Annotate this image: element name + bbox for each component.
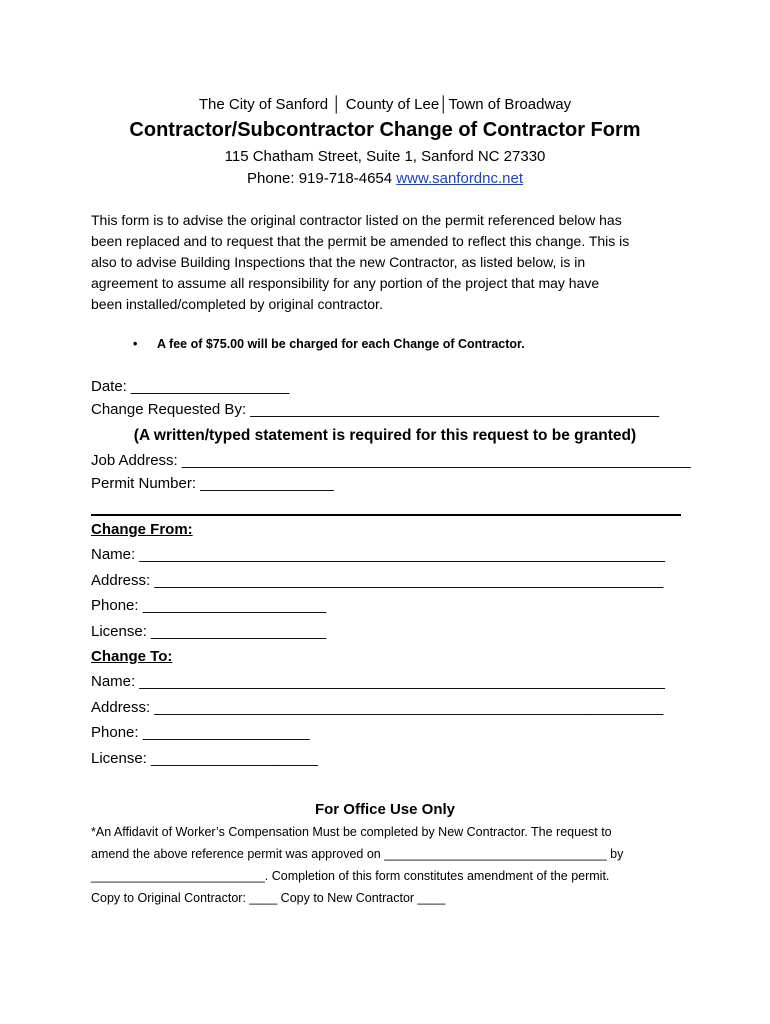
change-requested-by-field[interactable]: Change Requested By: _________________________________________________ [91, 401, 660, 418]
phone-website-line [0, 170, 770, 187]
bullet-icon: • [133, 337, 138, 351]
job-address-field[interactable]: Job Address: _____________________________________________________________ [91, 452, 691, 469]
change-to-name-field[interactable]: Name: _______________________________________________________________ [91, 673, 665, 690]
change-to-heading: Change To: [91, 648, 173, 665]
permit-number-field[interactable]: Permit Number: ________________ [91, 475, 334, 492]
statement-requirement: (A written/typed statement is required for this request to be granted) [133, 427, 637, 444]
copy-distribution-field[interactable]: Copy to Original Contractor: ____ Copy to New Contractor ____ [91, 891, 446, 905]
fee-bullet [133, 337, 525, 351]
website-link[interactable]: www.sanfordnc.net [396, 170, 524, 187]
section-divider [91, 514, 681, 516]
change-to-license-field[interactable]: License: ____________________ [91, 750, 318, 767]
intro-line: This form is to advise the original contractor listed on the permit referenced below has [91, 212, 622, 228]
intro-line: been installed/completed by original contractor. [91, 296, 383, 312]
form-title: Contractor/Subcontractor Change of Contractor Form [129, 119, 641, 141]
jurisdictions-line: The City of Sanford │ County of Lee│Town of Broadway [198, 96, 572, 113]
change-from-license-field[interactable]: License: _____________________ [91, 623, 327, 640]
approval-date-field[interactable]: amend the above reference permit was approved on ________________________________ by [91, 847, 624, 861]
approved-by-field[interactable]: _________________________. Completion of this form constitutes amendment of the permit. [91, 869, 610, 883]
change-to-address-field[interactable]: Address: _____________________________________________________________ [91, 699, 664, 716]
fee-text: A fee of $75.00 will be charged for each Change of Contractor. [157, 337, 525, 351]
change-from-address-field[interactable]: Address: _____________________________________________________________ [91, 572, 664, 589]
phone-label: Phone: 919-718-4654 [246, 170, 397, 187]
office-use-line: *An Affidavit of Worker’s Compensation Must be completed by New Contractor. The request to [91, 825, 612, 839]
office-address: 115 Chatham Street, Suite 1, Sanford NC 27330 [224, 148, 546, 165]
change-from-heading: Change From: [91, 521, 193, 538]
change-from-phone-field[interactable]: Phone: ______________________ [91, 597, 327, 614]
change-to-phone-field[interactable]: Phone: ____________________ [91, 724, 310, 741]
office-use-title: For Office Use Only [314, 801, 456, 818]
date-field[interactable]: Date: ___________________ [91, 378, 290, 395]
intro-line: agreement to assume all responsibility for any portion of the project that may have [91, 275, 600, 291]
intro-line: been replaced and to request that the permit be amended to reflect this change. This is [91, 233, 630, 249]
change-from-name-field[interactable]: Name: _______________________________________________________________ [91, 546, 665, 563]
intro-line: also to advise Building Inspections that the new Contractor, as listed below, is in [91, 254, 586, 270]
intro-paragraph [91, 210, 629, 315]
